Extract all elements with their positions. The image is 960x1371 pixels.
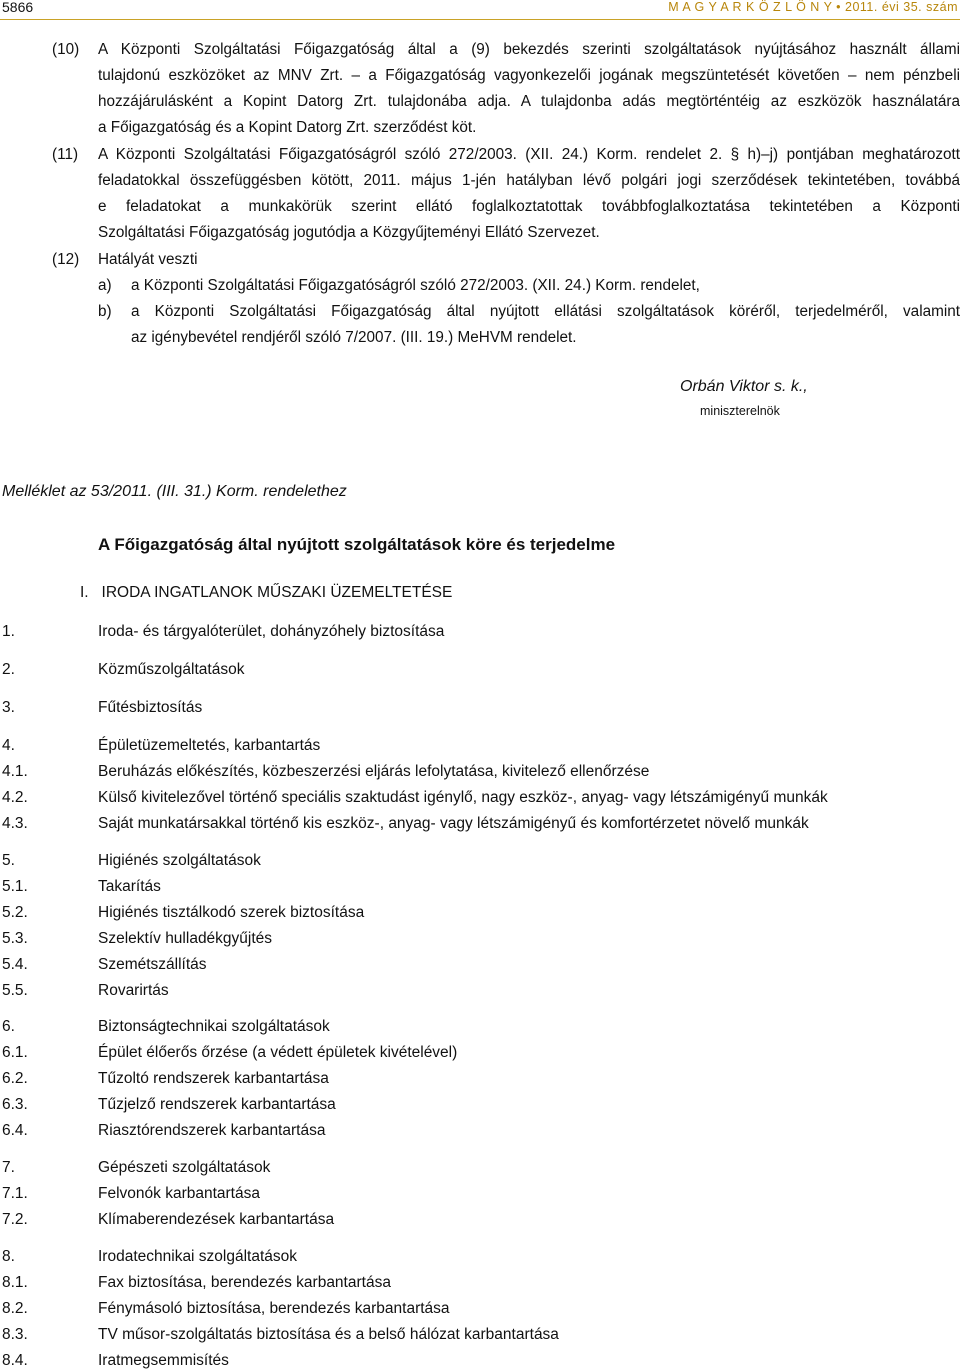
item-text: Szelektív hulladékgyűjtés bbox=[98, 930, 273, 947]
text-line: a Központi Szolgáltatási Főigazgatóság által nyújtott ellátási szolgáltatások köréről, terjedelméről, valamint bbox=[131, 303, 960, 320]
item-number: 8.2. bbox=[2, 1300, 28, 1317]
item-number: 5.5. bbox=[2, 982, 28, 999]
item-text: Takarítás bbox=[98, 878, 161, 895]
item-text: Tűzjelző rendszerek karbantartása bbox=[98, 1096, 336, 1113]
item-number: 6.2. bbox=[2, 1070, 28, 1087]
paragraph-number: (12) bbox=[52, 251, 80, 268]
item-text: Higiénés szolgáltatások bbox=[98, 852, 261, 869]
text-line: a Főigazgatóság és a Kopint Datorg Zrt. szerződést köt. bbox=[98, 119, 477, 136]
item-number: 5.2. bbox=[2, 904, 28, 921]
page-header bbox=[0, 0, 960, 16]
item-number: 4.1. bbox=[2, 763, 28, 780]
item-text: Beruházás előkészítés, közbeszerzési eljárás lefolytatása, kivitelező ellenőrzése bbox=[98, 763, 650, 780]
item-number: 5.4. bbox=[2, 956, 28, 973]
section-heading: I. IRODA INGATLANOK MŰSZAKI ÜZEMELTETÉSE bbox=[80, 584, 453, 601]
item-number: 4. bbox=[2, 737, 15, 754]
text-line: A Központi Szolgáltatási Főigazgatóság által a (9) bekezdés szerinti szolgáltatások nyújtásához használt állami bbox=[98, 41, 960, 58]
item-text: Higiénés tisztálkodó szerek biztosítása bbox=[98, 904, 365, 921]
item-text: Iratmegsemmisítés bbox=[98, 1352, 229, 1369]
item-text: Külső kivitelezővel történő speciális szaktudást igénylő, nagy eszköz-, anyag- vagy létszámigényű munkák bbox=[98, 789, 828, 806]
annex-heading: Melléklet az 53/2011. (III. 31.) Korm. rendelethez bbox=[2, 483, 347, 500]
item-number: 6.1. bbox=[2, 1044, 28, 1061]
header-divider bbox=[0, 19, 960, 20]
signature-role: miniszterelnök bbox=[700, 404, 780, 418]
item-number: 8.4. bbox=[2, 1352, 28, 1369]
item-text: Iroda- és tárgyalóterület, dohányzóhely biztosítása bbox=[98, 623, 445, 640]
item-number: 7. bbox=[2, 1159, 15, 1176]
item-number: 4.2. bbox=[2, 789, 28, 806]
item-text: Tűzoltó rendszerek karbantartása bbox=[98, 1070, 329, 1087]
item-text: Irodatechnikai szolgáltatások bbox=[98, 1248, 298, 1265]
item-number: 6.4. bbox=[2, 1122, 28, 1139]
item-number: 5.1. bbox=[2, 878, 28, 895]
text-line: Szolgáltatási Főigazgatóság jogutódja a Közgyűjteményi Ellátó Szervezet. bbox=[98, 224, 600, 241]
item-text: Saját munkatársakkal történő kis eszköz-, anyag- vagy létszámigényű és komfortérzetet növelő munkák bbox=[98, 815, 809, 832]
paragraph-number: (11) bbox=[52, 146, 79, 163]
point-label: a) bbox=[98, 277, 112, 294]
item-text: TV műsor-szolgáltatás biztosítása és a belső hálózat karbantartása bbox=[98, 1326, 559, 1343]
item-text: Fűtésbiztosítás bbox=[98, 699, 203, 716]
annex-title: A Főigazgatóság által nyújtott szolgáltatások köre és terjedelme bbox=[98, 535, 616, 554]
paragraph-intro: Hatályát veszti bbox=[98, 251, 198, 268]
item-number: 1. bbox=[2, 623, 15, 640]
page-number: 5866 bbox=[2, 0, 34, 15]
item-text: Riasztórendszerek karbantartása bbox=[98, 1122, 326, 1139]
item-text: Fénymásoló biztosítása, berendezés karbantartása bbox=[98, 1300, 450, 1317]
item-text: Felvonók karbantartása bbox=[98, 1185, 260, 1202]
item-text: Közműszolgáltatások bbox=[98, 661, 245, 678]
text-line: tulajdonú eszközöket az MNV Zrt. – a Főigazgatóság vagyonkezelői jogának megszüntetését követően – nem pénzbeli bbox=[98, 67, 960, 84]
item-text: Klímaberendezések karbantartása bbox=[98, 1211, 335, 1228]
item-text: Épület élőerős őrzése (a védett épületek kivételével) bbox=[98, 1044, 458, 1061]
item-text: Rovarirtás bbox=[98, 982, 169, 999]
signature-name: Orbán Viktor s. k., bbox=[680, 378, 808, 395]
item-number: 7.2. bbox=[2, 1211, 28, 1228]
item-text: Szemétszállítás bbox=[98, 956, 207, 973]
item-text: Biztonságtechnikai szolgáltatások bbox=[98, 1018, 330, 1035]
paragraph-text bbox=[98, 37, 960, 141]
point-text bbox=[131, 299, 960, 351]
item-number: 7.1. bbox=[2, 1185, 28, 1202]
paragraph-number: (10) bbox=[52, 41, 80, 58]
item-number: 8. bbox=[2, 1248, 15, 1265]
journal-title: M A G Y A R K Ö Z L Ö N Y • 2011. évi 35. szám bbox=[668, 0, 958, 14]
item-number: 4.3. bbox=[2, 815, 28, 832]
item-number: 6. bbox=[2, 1018, 15, 1035]
text-line: feladatokkal összefüggésben kötött, 2011. május 1-jén hatályban lévő polgári jogi szerződések tekintetében, továbbá bbox=[98, 172, 960, 189]
text-line: e feladatokat a munkakörük szerint ellátó foglalkoztatottak továbbfoglalkoztatása tekintetében a Központi bbox=[98, 198, 960, 215]
text-line: hozzájárulásként a Kopint Datorg Zrt. tulajdonába adja. A tulajdonba adás megtörténtéig az eszközök használatára bbox=[98, 93, 960, 110]
item-number: 6.3. bbox=[2, 1096, 28, 1113]
paragraph-text bbox=[98, 142, 960, 246]
item-number: 2. bbox=[2, 661, 15, 678]
item-number: 8.3. bbox=[2, 1326, 28, 1343]
item-number: 5.3. bbox=[2, 930, 28, 947]
text-line: A Központi Szolgáltatási Főigazgatóságról szóló 272/2003. (XII. 24.) Korm. rendelet 2. § h)–j) pontjában meghatározott bbox=[98, 146, 960, 163]
item-number: 8.1. bbox=[2, 1274, 28, 1291]
item-text: Fax biztosítása, berendezés karbantartása bbox=[98, 1274, 391, 1291]
text-line: az igénybevétel rendjéről szóló 7/2007. (III. 19.) MeHVM rendelet. bbox=[131, 329, 577, 346]
item-number: 5. bbox=[2, 852, 15, 869]
paragraph-12 bbox=[0, 247, 960, 357]
item-number: 3. bbox=[2, 699, 15, 716]
point-text: a Központi Szolgáltatási Főigazgatóságról szóló 272/2003. (XII. 24.) Korm. rendelet, bbox=[131, 277, 700, 294]
item-text: Gépészeti szolgáltatások bbox=[98, 1159, 271, 1176]
item-text: Épületüzemeltetés, karbantartás bbox=[98, 737, 321, 754]
point-label: b) bbox=[98, 303, 112, 320]
